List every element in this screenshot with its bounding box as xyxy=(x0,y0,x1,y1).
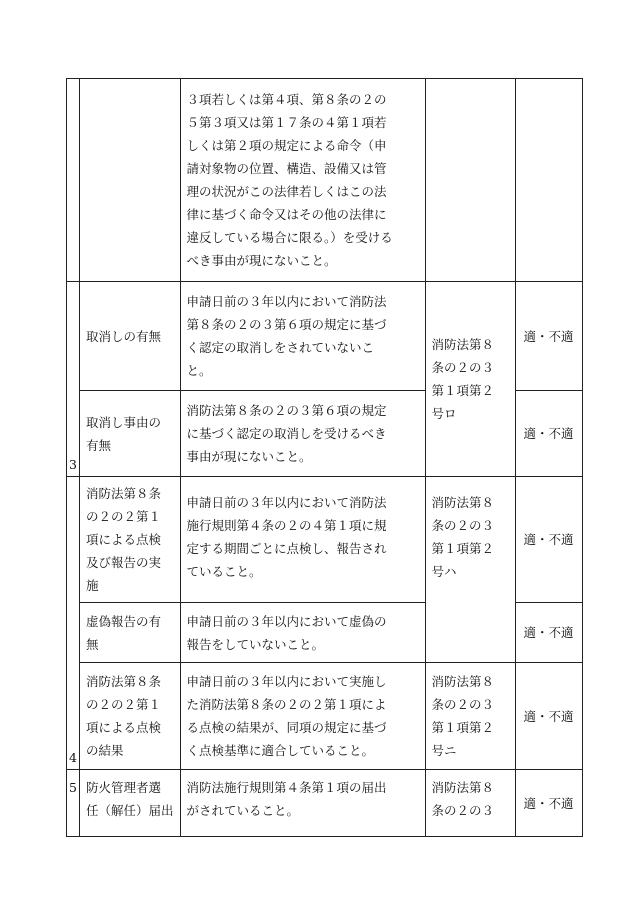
requirement-line: 申請日前の３年以内において消防法 xyxy=(186,294,387,309)
inspection-table xyxy=(66,78,583,837)
item-line: 項による点検 xyxy=(86,532,162,547)
requirement-line: 施行規則第４条の２の４第１項に規 xyxy=(186,518,387,533)
law-line: 号ニ xyxy=(431,743,457,758)
item-line: 虚偽報告の有 xyxy=(86,613,162,629)
item-line: 取消し事由の xyxy=(86,414,162,430)
law-line: 第１項第２ xyxy=(431,541,495,556)
table-row xyxy=(67,770,583,837)
requirement-line: 消防法施行規則第４条第１項の届出 xyxy=(186,780,387,795)
item-line: の２の２第１ xyxy=(86,509,162,524)
requirement-line: べき事由が現にないこと。 xyxy=(186,253,337,268)
law-cell xyxy=(425,770,515,837)
requirement-line: がされていること。 xyxy=(186,803,300,818)
item-line: 施 xyxy=(86,578,99,593)
requirement-line: 申請日前の３年以内において虚偽の xyxy=(186,613,387,629)
item-cell xyxy=(80,79,181,282)
law-line: 消防法第８ xyxy=(431,495,495,510)
result-cell: 適・不適 xyxy=(515,770,582,837)
requirement-line: 第８条の２の３第６項の規定に基づ xyxy=(186,317,387,332)
requirement-line: ３項若しくは第４項、第８条の２の xyxy=(186,92,387,107)
requirement-line: 報告をしていないこと。 xyxy=(186,636,325,652)
row-number: 4 xyxy=(67,477,80,770)
item-line: 項による点検 xyxy=(86,720,162,735)
item-line: 取消しの有無 xyxy=(86,328,162,344)
requirement-line: に基づく認定の取消しを受けるべき xyxy=(186,426,387,441)
requirement-cell xyxy=(180,603,425,663)
item-line: 有無 xyxy=(86,437,112,453)
requirement-line: ていること。 xyxy=(186,564,262,579)
requirement-line: 申請日前の３年以内において実施し xyxy=(186,674,387,689)
requirement-cell xyxy=(180,282,425,391)
item-cell xyxy=(80,603,181,663)
item-line: 任（解任）届出 xyxy=(86,803,174,818)
requirement-cell xyxy=(180,79,425,282)
requirement-line: と。 xyxy=(186,363,212,378)
law-line: 消防法第８ xyxy=(431,674,495,689)
requirement-line: 申請日前の３年以内において消防法 xyxy=(186,495,387,510)
requirement-line: く点検基準に適合していること。 xyxy=(186,743,375,758)
table-row xyxy=(67,282,583,391)
law-line: 条の２の３ xyxy=(431,803,495,818)
requirement-cell xyxy=(180,477,425,603)
requirement-line: 理の状況がこの法律若しくはこの法 xyxy=(186,184,387,199)
row-number: 5 xyxy=(67,770,80,837)
law-cell xyxy=(425,477,515,663)
law-line: 号ロ xyxy=(431,406,457,421)
law-line: 条の２の３ xyxy=(431,360,495,375)
law-line: 消防法第８ xyxy=(431,780,495,795)
item-line: 消防法第８条 xyxy=(86,486,162,501)
item-cell xyxy=(80,477,181,603)
requirement-line: 律に基づく命令又はその他の法律に xyxy=(186,207,387,222)
result-cell: 適・不適 xyxy=(515,477,582,603)
table-row-continued xyxy=(67,79,583,282)
result-cell xyxy=(515,79,582,282)
table-row xyxy=(67,477,583,603)
item-line: 無 xyxy=(86,636,99,652)
number-cell xyxy=(67,79,80,282)
law-line: 号ハ xyxy=(431,564,457,579)
result-cell: 適・不適 xyxy=(515,391,582,477)
requirement-line: ５第３項又は第１７条の４第１項若 xyxy=(186,115,387,130)
item-cell xyxy=(80,770,181,837)
result-cell: 適・不適 xyxy=(515,282,582,391)
law-cell xyxy=(425,663,515,770)
law-line: 第１項第２ xyxy=(431,383,495,398)
item-line: の結果 xyxy=(86,743,124,758)
table-row xyxy=(67,663,583,770)
item-cell xyxy=(80,663,181,770)
item-cell xyxy=(80,391,181,477)
requirement-line: 事由が現にないこと。 xyxy=(186,449,312,464)
requirement-cell xyxy=(180,770,425,837)
result-cell: 適・不適 xyxy=(515,603,582,663)
law-line: 条の２の３ xyxy=(431,697,495,712)
row-number: 3 xyxy=(67,282,80,477)
requirement-line: 違反している場合に限る。）を受ける xyxy=(186,230,393,245)
requirement-line: る点検の結果が、同項の規定に基づ xyxy=(186,720,387,735)
item-line: 及び報告の実 xyxy=(86,555,162,570)
item-line: 消防法第８条 xyxy=(86,674,162,689)
item-cell xyxy=(80,282,181,391)
law-line: 第１項第２ xyxy=(431,720,495,735)
requirement-line: く認定の取消しをされていないこ xyxy=(186,340,375,355)
item-line: の２の２第１ xyxy=(86,697,162,712)
result-cell: 適・不適 xyxy=(515,663,582,770)
requirement-line: 消防法第８条の２の３第６項の規定 xyxy=(186,403,387,418)
requirement-line: しくは第２項の規定による命令（申 xyxy=(186,138,387,153)
item-line: 防火管理者選 xyxy=(86,780,162,795)
law-line: 条の２の３ xyxy=(431,518,495,533)
requirement-line: 定する期間ごとに点検し、報告され xyxy=(186,541,387,556)
requirement-cell xyxy=(180,391,425,477)
law-line: 消防法第８ xyxy=(431,337,495,352)
law-cell xyxy=(425,282,515,477)
law-cell xyxy=(425,79,515,282)
requirement-cell xyxy=(180,663,425,770)
requirement-line: 請対象物の位置、構造、設備又は管 xyxy=(186,161,387,176)
requirement-line: た消防法第８条の２の２第１項によ xyxy=(186,697,387,712)
